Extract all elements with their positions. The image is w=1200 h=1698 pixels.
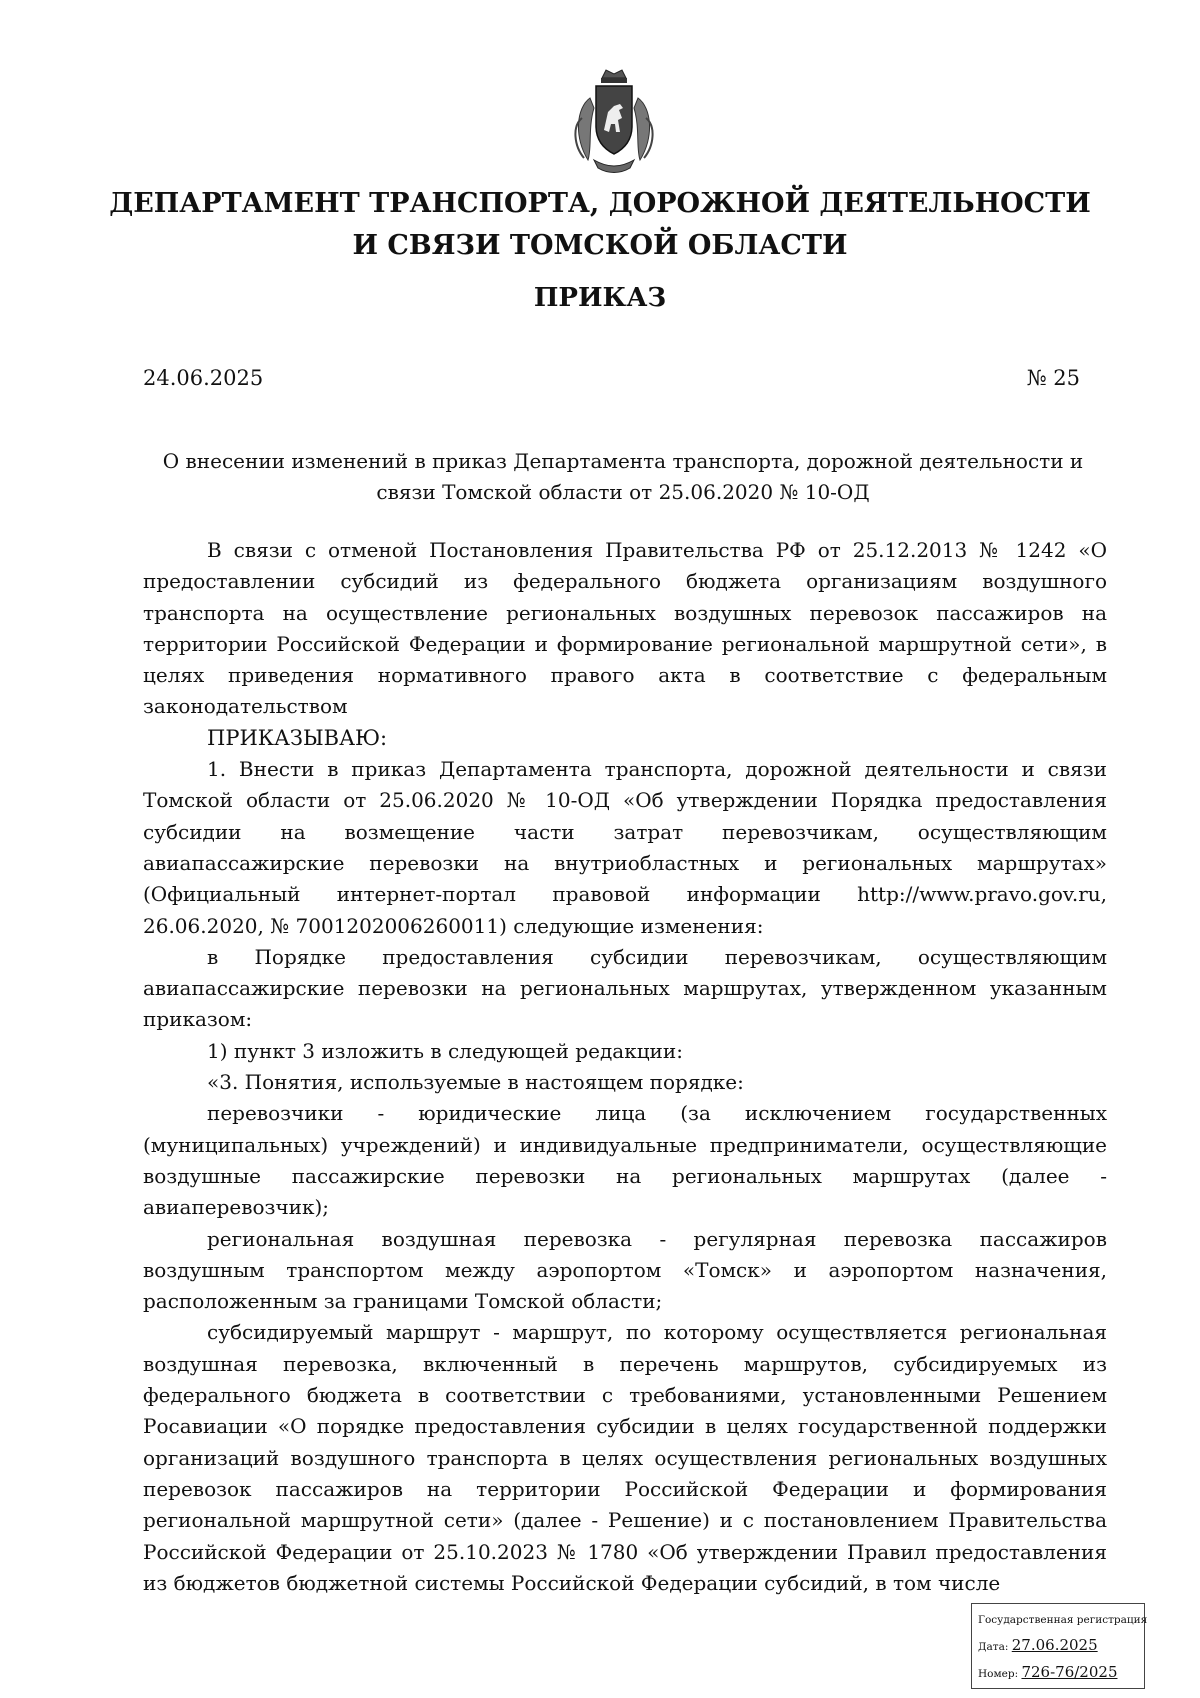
stamp-number-label: Номер:	[978, 1668, 1019, 1680]
document-type: ПРИКАЗ	[533, 283, 667, 313]
document-body	[143, 535, 1107, 1599]
body-paragraph-item1: 1. Внести в приказ Департамента транспорта, дорожной деятельности и связи Томской области от 25.06.2020 № 10-ОД «Об утверждении Порядка предоставления субсидии на возмещение части затрат перевозчикам, осуществляющим авиапассажирские перевозки на внутриобластных и региональных маршрутах» (Официальный интернет-портал правовой информации http://www.pravo.gov.ru, 26.06.2020, № 7001202006260011) следующие изменения:	[143, 757, 1107, 938]
stamp-number-row	[978, 1660, 1138, 1687]
stamp-date-value: 27.06.2025	[1011, 1636, 1098, 1654]
document-subject	[143, 446, 1103, 508]
stamp-date-row	[978, 1633, 1138, 1660]
coat-of-arms-icon	[568, 68, 660, 176]
subject-line1: О внесении изменений в приказ Департамента транспорта, дорожной деятельности и	[162, 449, 1084, 473]
document-number: № 25	[1026, 366, 1080, 390]
document-date: 24.06.2025	[143, 366, 264, 390]
body-paragraph-point3: 1) пункт 3 изложить в следующей редакции:	[207, 1038, 683, 1063]
department-title-line1: ДЕПАРТАМЕНТ ТРАНСПОРТА, ДОРОЖНОЙ ДЕЯТЕЛЬНОСТИ	[109, 188, 1091, 219]
body-order-word: ПРИКАЗЫВАЮ:	[207, 725, 388, 750]
body-paragraph-carriers: перевозчики - юридические лица (за исключением государственных (муниципальных) учреждений) и индивидуальные предприниматели, осуществляющие воздушные пассажирские перевозки на региональных маршрутах (далее - авиаперевозчик);	[143, 1101, 1107, 1220]
body-paragraph-regional-transport: региональная воздушная перевозка - регулярная перевозка пассажиров воздушным транспортом между аэропортом «Томск» и аэропортом назначения, расположенным за границами Томской области;	[143, 1226, 1107, 1314]
body-paragraph-subsidized-route: субсидируемый маршрут - маршрут, по которому осуществляется региональная воздушная перевозка, включенный в перечень маршрутов, субсидируемых из федерального бюджета в соответствии с требованиями, установленными Решением Росавиации «О порядке предоставления субсидии в целях государственной поддержки организаций воздушного транспорта в целях осуществления региональных воздушных перевозок пассажиров на территории Российской Федерации и формирования региональной маршрутной сети» (далее - Решение) и с постановлением Правительства Российской Федерации от 25.10.2023 № 1780 «Об утверждении Правил предоставления из бюджетов бюджетной системы Российской Федерации субсидий, в том числе	[143, 1320, 1107, 1595]
body-paragraph-procedure: в Порядке предоставления субсидии перевозчикам, осуществляющим авиапассажирские перевозки на региональных маршрутах, утвержденном указанным приказом:	[143, 944, 1107, 1032]
stamp-title: Государственная регистрация	[978, 1614, 1148, 1626]
registration-stamp	[971, 1603, 1148, 1689]
stamp-number-value: 726-76/2025	[1021, 1663, 1118, 1681]
subject-line2: связи Томской области от 25.06.2020 № 10-ОД	[376, 480, 870, 504]
stamp-date-label: Дата:	[978, 1641, 1009, 1653]
department-title-line2: И СВЯЗИ ТОМСКОЙ ОБЛАСТИ	[352, 230, 848, 261]
body-paragraph-definitions-intro: «3. Понятия, используемые в настоящем порядке:	[207, 1070, 744, 1095]
department-title	[0, 183, 1200, 267]
body-paragraph-preamble: В связи с отменой Постановления Правительства РФ от 25.12.2013 № 1242 «О предоставлении субсидий из федерального бюджета организациям воздушного транспорта на осуществление региональных воздушных перевозок пассажиров на территории Российской Федерации и формирование региональной маршрутной сети», в целях приведения нормативного правого акта в соответствие с федеральным законодательством	[143, 538, 1107, 719]
